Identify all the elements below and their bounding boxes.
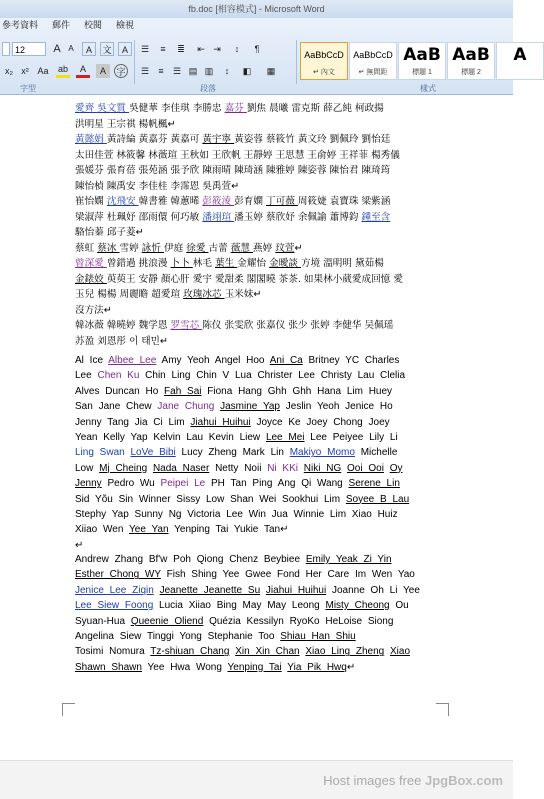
name-entry: 雪婷 xyxy=(119,242,142,254)
style-preview: AaB xyxy=(452,45,490,65)
shrink-font-button[interactable]: A xyxy=(68,44,74,53)
name-entry: Lucy Zheng Mark Lin xyxy=(175,447,290,459)
text-line xyxy=(75,101,435,117)
name-entry: Sid Yõu Sin Winner Sissy Low Shan Wei Sookhui Lim xyxy=(75,493,346,505)
name-entry: Alves Duncan Ho xyxy=(75,385,165,397)
name-entry: 駱怡蓁 邱子菱↵ xyxy=(75,227,144,238)
name-entry: Ling Swan xyxy=(75,447,131,459)
styles-gallery xyxy=(300,42,544,80)
paragraph-group-label: 段落 xyxy=(200,84,216,93)
name-entry: Lee Siew Foong xyxy=(75,600,154,612)
name-entry: 沈飛安 xyxy=(106,196,139,207)
name-entry: 玉米妹↵ xyxy=(224,289,262,300)
name-entry: Albee Lee xyxy=(108,355,157,366)
style-name: ↵ 無間距 xyxy=(358,69,388,76)
name-entry: ↵ xyxy=(346,661,356,673)
ribbon-tab[interactable]: 檢視 xyxy=(116,20,135,30)
name-entry: Soyee B Lau xyxy=(345,493,410,505)
name-entry: Joyce Ke Joey Chong Joey xyxy=(250,416,390,428)
name-entry: 黃宇寧 xyxy=(202,134,235,145)
ribbon-tab[interactable]: 郵件 xyxy=(52,20,71,30)
name-entry: 古蕾 xyxy=(208,242,231,254)
name-entry: Xiao Ling Zheng xyxy=(305,646,385,658)
name-entry: Shiau Han Shiu xyxy=(280,630,356,642)
name-entry: ↵ xyxy=(294,242,303,254)
name-entry: Oy xyxy=(389,462,403,474)
name-entry: 洪明星 王宗祺 楊帆楓↵ xyxy=(75,118,176,130)
crop-mark xyxy=(436,703,449,716)
name-entry: Peipei Le xyxy=(160,478,206,490)
name-entry: 潘玉婷 蔡欣妤 余佩諭 蕭博鈞 xyxy=(234,211,362,223)
style-option[interactable] xyxy=(398,42,446,80)
name-entry: Yenping Tai Yukie Tan↵ xyxy=(168,524,289,536)
document-page[interactable] xyxy=(0,95,513,750)
name-entry: San Jane Chew xyxy=(75,401,158,413)
text-line xyxy=(75,614,435,629)
name-entry: Andrew Zhang Bf'w Poh Qiong Chenz Beybiee xyxy=(75,553,306,565)
text-line xyxy=(75,445,435,460)
name-entry: Tosimi Nomura xyxy=(75,646,151,658)
text-line xyxy=(75,334,435,350)
name-entry: Fah Sai xyxy=(164,385,202,397)
window-title: fb.doc [相容模式] - Microsoft Word xyxy=(0,0,513,18)
increase-indent-icon[interactable]: ⇥ xyxy=(213,44,221,54)
name-entry: Jiahui Huihui xyxy=(265,584,327,596)
name-entry: Makiyo Momo xyxy=(289,447,355,459)
name-entry: 梁淑萍 杜珮妤 邵雨儇 何巧敏 xyxy=(75,211,203,223)
name-entry: Tz-shiuan Chang xyxy=(150,646,230,658)
name-entry: Mj Cheing xyxy=(99,462,148,474)
name-entry: Yenping Tai xyxy=(227,661,282,673)
char-border-button[interactable]: A xyxy=(118,42,132,56)
name-entry: Jeanette Jeanette Su xyxy=(159,584,261,596)
style-preview: AaBbCcD xyxy=(353,50,393,60)
name-entry: 愛齊 xyxy=(75,103,98,114)
name-entry: Jane Chung xyxy=(157,401,215,413)
name-entry: Joanne Oh Li Yee xyxy=(326,584,420,596)
style-name: ↵ 內文 xyxy=(313,69,335,76)
font-size-box[interactable]: 12 xyxy=(12,42,46,56)
name-entry: Netty Noii xyxy=(209,462,268,474)
name-entry: Jenny Tang Jia Ci Lim xyxy=(75,416,191,428)
distributed-icon[interactable]: ▥ xyxy=(204,66,214,76)
name-entry: Misty Cheong xyxy=(325,600,390,612)
name-entry: Ooi Ooi xyxy=(347,462,384,474)
text-line xyxy=(75,552,435,567)
name-entry: 陈仪 张雯欣 张嘉仪 张少 张婷 李健华 吴佩瑶 xyxy=(202,320,394,331)
text-line xyxy=(75,430,435,445)
name-entry: Jeslin Yeoh Jenice Ho xyxy=(280,401,393,413)
name-entry: Syuan-Hua xyxy=(75,615,131,627)
name-entry: 玉兒 楊楊 周麗瞻 超愛瑄 xyxy=(75,289,184,300)
name-entry: Britney YC Charles xyxy=(302,355,400,366)
watermark-brand: JpgBox.com xyxy=(424,773,503,788)
text-line xyxy=(75,598,435,613)
name-entry: 彭筱淩 xyxy=(202,196,235,207)
name-entry: 劉焦 晨曦 雷克斯 薛乙純 柯政揚 xyxy=(246,103,384,114)
name-entry: Stephy Yap Sunny Ng Victoria Lee Win Jua Winnie Lim Xiao Huiz xyxy=(75,509,398,521)
style-option[interactable] xyxy=(300,42,348,80)
name-entry: Lee Peiyee Lily Li xyxy=(304,432,398,444)
name-entry: Emily Yeak Zi Yin xyxy=(305,553,392,565)
name-entry: 玟萱 xyxy=(275,242,295,254)
name-entry: Yee Yan xyxy=(129,524,169,536)
name-entry: 黃姿蓉 蔡筱竹 黃文玲 劉佩玲 劉怡廷 xyxy=(234,134,391,145)
name-entry: 薇慧 xyxy=(230,242,253,254)
superscript-button[interactable]: x² xyxy=(21,66,29,76)
name-entry: 葉生 xyxy=(215,258,238,269)
name-entry: 金錶姣 xyxy=(75,273,107,285)
name-entry: LoVe Bibi xyxy=(130,447,176,459)
line-spacing-icon[interactable]: ↕ xyxy=(224,66,230,76)
text-line xyxy=(75,384,435,399)
name-entry: Shawn Shawn xyxy=(75,661,142,673)
ribbon xyxy=(0,18,527,95)
text-line xyxy=(75,492,435,507)
text-line xyxy=(75,353,435,368)
style-name: 標題 2 xyxy=(461,69,481,76)
latin-names-block-2 xyxy=(75,552,435,675)
name-entry: Amy Yeoh Angel Hoo xyxy=(156,355,270,366)
text-line xyxy=(75,225,435,241)
text-line xyxy=(75,287,435,303)
align-left-icon[interactable]: ☰ xyxy=(140,66,150,76)
name-entry: Xiao xyxy=(390,646,411,658)
align-center-icon[interactable]: ≡ xyxy=(158,66,164,76)
name-entry: 韓冰薇 韓曉婷 魏学恩 xyxy=(75,320,171,331)
name-entry: 卜卜 xyxy=(170,258,193,269)
name-entry: 張媛芬 張育蓓 張苑涵 張予欣 陳雨晴 陳琦涵 陳雅婷 陳姿蓉 陳怡君 陳琦筠 xyxy=(75,165,391,176)
name-entry: Chin Ling Chin V Lua Christer Lee Christy Lau Clelia xyxy=(139,370,406,382)
text-line xyxy=(75,256,435,272)
show-marks-icon[interactable]: ¶ xyxy=(254,44,260,54)
name-entry: 蔡虹 xyxy=(75,242,98,254)
sort-icon[interactable]: ↕ xyxy=(234,44,240,54)
name-entry: Yean Kelly Yap Kelvin Lau Kevin Liew xyxy=(75,432,266,444)
numbering-icon[interactable]: ≡ xyxy=(160,44,166,54)
char-shading-button[interactable]: A xyxy=(96,64,110,78)
name-entry: 伊庭 xyxy=(164,242,187,254)
enclose-char-button[interactable]: 字 xyxy=(114,64,128,78)
name-entry: 鍾至含 xyxy=(361,211,391,223)
name-entry: 徐愛 xyxy=(186,242,209,254)
name-entry: 沒方法↵ xyxy=(75,304,112,316)
change-case-button[interactable]: Aa xyxy=(37,66,49,76)
name-entry: Fish Shing Yee Gwee Fond Her Care Im Wen Yao xyxy=(160,569,415,581)
watermark-footer xyxy=(0,760,513,799)
name-entry: 方境 溫明明 黛茹楊 xyxy=(300,258,384,269)
name-entry: Al Ice xyxy=(75,355,109,366)
text-line xyxy=(75,210,435,226)
borders-icon[interactable]: ▦ xyxy=(266,66,276,76)
text-line xyxy=(75,368,435,383)
ribbon-tabs xyxy=(0,18,513,32)
ribbon-tab[interactable]: 校閱 xyxy=(84,20,103,30)
name-entry: 燕婷 xyxy=(253,242,276,254)
name-entry: 周筱婕 袁寶珠 梁紫涵 xyxy=(297,196,391,207)
text-line xyxy=(75,629,435,644)
text-line xyxy=(75,476,435,491)
name-entry: 丁可薇 xyxy=(266,196,298,207)
name-entry: 萸萸王 安靜 顏心肝 愛宇 愛甜柔 閣閣曉 茶茶. 如果林小葳愛成回憶 愛 xyxy=(106,273,403,285)
name-entry: Quézia Kessilyn RyoKo HeLoise Siong xyxy=(203,615,394,627)
style-preview: AaBbCcD xyxy=(304,50,344,60)
style-name: 標題 1 xyxy=(412,69,432,76)
style-option[interactable] xyxy=(447,42,495,80)
name-entry: 陳怡楨 陳禹安 李佳桂 李霈恩 吳禹萱↵ xyxy=(75,180,240,192)
name-entry: 黃詩綸 黃嘉芬 黃嘉可 xyxy=(106,134,203,145)
name-entry: 韓書雅 韓蕙晞 xyxy=(138,196,203,207)
name-entry: Ou xyxy=(389,600,409,612)
text-line xyxy=(75,303,435,319)
name-entry: Lucia Xiiao Bing May May Leong xyxy=(153,600,326,612)
text-line xyxy=(75,567,435,582)
name-entry: 黃懿娟 xyxy=(75,134,107,145)
text-line xyxy=(75,644,435,659)
crop-mark xyxy=(62,703,75,716)
text-line xyxy=(75,132,435,148)
phonetic-guide-button[interactable]: 文 xyxy=(100,42,114,56)
align-right-icon[interactable]: ☰ xyxy=(172,66,182,76)
text-line xyxy=(75,117,435,133)
name-entry: Serene Lin xyxy=(348,478,400,490)
name-entry: 潘翊瑄 xyxy=(202,211,235,223)
font-name-box[interactable] xyxy=(2,42,10,56)
divider xyxy=(134,40,135,84)
text-line xyxy=(75,163,435,179)
text-line xyxy=(75,522,435,537)
name-entry: Queenie Oliend xyxy=(130,615,204,627)
text-line xyxy=(75,415,435,430)
text-line xyxy=(75,318,435,334)
style-option[interactable] xyxy=(496,42,544,80)
text-line xyxy=(75,399,435,414)
text-line xyxy=(75,241,435,257)
name-entry: Lee Mei xyxy=(265,432,305,444)
clear-format-button[interactable]: A xyxy=(82,42,96,56)
ribbon-tab[interactable]: 參考資料 xyxy=(2,20,39,30)
text-line xyxy=(75,179,435,195)
name-entry: Xiiao Wen xyxy=(75,524,129,536)
text-line xyxy=(75,583,435,598)
name-entry: 曾深愛 xyxy=(75,258,107,269)
style-preview: A xyxy=(513,45,527,65)
highlight-icon[interactable]: ab xyxy=(56,64,70,78)
name-entry: Nada Naser xyxy=(152,462,210,474)
paragraph-mark: ↵ xyxy=(75,539,84,551)
name-entry: 玫瑰冰芯 xyxy=(183,289,225,300)
name-entry: Low xyxy=(75,462,100,474)
bullets-icon[interactable]: ☰ xyxy=(140,44,150,54)
name-entry: Jiahui Huihui xyxy=(190,416,251,428)
name-entry: 彭育嫻 xyxy=(234,196,267,207)
text-line xyxy=(75,194,435,210)
name-entry: 蔡冰 xyxy=(97,242,120,254)
justify-icon[interactable]: ▤ xyxy=(188,66,198,76)
name-entry: 崔怡嫻 xyxy=(75,196,107,207)
name-entry: 吳健華 李佳琪 李勝忠 xyxy=(129,103,225,114)
text-line xyxy=(75,272,435,288)
name-entry: 吳文質 xyxy=(97,103,130,114)
name-entry: Jenice Lee Ziqin xyxy=(75,584,154,596)
name-entry: Pedro Wu xyxy=(101,478,161,490)
shading-icon[interactable]: ◧ xyxy=(242,66,252,76)
name-entry: Ani Ca xyxy=(269,355,303,366)
font-color-icon[interactable]: A xyxy=(76,64,90,78)
name-entry: Michelle xyxy=(354,447,398,459)
watermark-text: Host images free JpgBox.com xyxy=(323,773,503,788)
latin-names-block-1 xyxy=(75,353,435,538)
name-entry: Esther Chong WY xyxy=(75,569,161,581)
name-entry: Fiona Hang Ghh Ghh Hana Lim Huey xyxy=(201,385,393,397)
name-entry: Ni KKi xyxy=(267,462,298,474)
style-name xyxy=(497,67,543,79)
name-entry: 曾錯過 挑浪漫 xyxy=(106,258,171,269)
name-entry: 罗雪芯 xyxy=(170,320,203,331)
grow-font-button[interactable]: A xyxy=(53,43,61,55)
name-entry: Yia Pik Hwq xyxy=(287,661,347,673)
name-entry: Angelina Siew Tinggi Yong Stephanie Too xyxy=(75,630,281,642)
style-option[interactable] xyxy=(349,42,397,80)
name-entry: Yee Hwa Wong xyxy=(141,661,228,673)
text-line xyxy=(75,148,435,164)
decrease-indent-icon[interactable]: ⇤ xyxy=(197,44,205,54)
multilevel-icon[interactable]: ≣ xyxy=(177,44,185,54)
name-entry: Lee xyxy=(75,370,98,382)
styles-group-label: 樣式 xyxy=(420,84,436,93)
cjk-names-block xyxy=(75,101,435,349)
divider xyxy=(296,40,297,84)
name-entry: 苏盈 刘恩彤 이 태민↵ xyxy=(75,335,168,347)
name-entry: 嘉芬 xyxy=(224,103,247,114)
subscript-button[interactable]: x₂ xyxy=(5,66,13,76)
name-entry: Jenny xyxy=(75,478,102,490)
text-line xyxy=(75,507,435,522)
name-entry: PH Tan Ping Ang Qi Wang xyxy=(205,478,349,490)
name-entry: Chen Ku xyxy=(97,370,140,382)
text-line xyxy=(75,660,435,675)
font-group-label: 字型 xyxy=(20,84,36,93)
name-entry: 太田佳萱 林筱馨 林薇瑄 王秋如 王欣帆 王靜婷 王思慧 王俞婷 王祥菲 楊秀儀 xyxy=(75,149,400,161)
name-entry: 詠忻 xyxy=(141,242,164,254)
name-entry: 金曖談 xyxy=(269,258,301,269)
name-entry: Jasmine Yap xyxy=(220,401,280,413)
document-body[interactable] xyxy=(75,101,435,675)
style-preview: AaB xyxy=(403,45,441,65)
name-entry: 金耀怡 xyxy=(237,258,270,269)
name-entry: Xin Xin Chan xyxy=(235,646,300,658)
name-entry: Niki NG xyxy=(303,462,342,474)
name-entry: 林毛 xyxy=(192,258,216,269)
text-line xyxy=(75,461,435,476)
